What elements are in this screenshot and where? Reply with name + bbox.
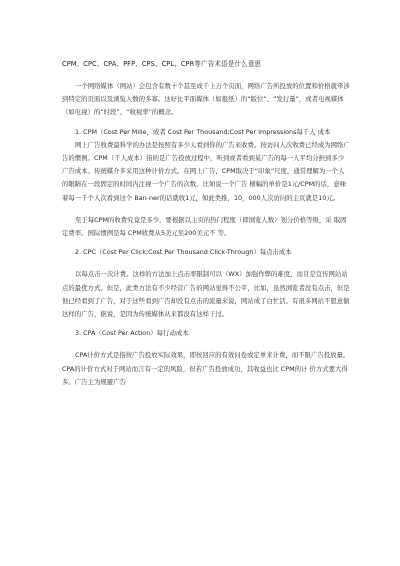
section-heading-cpm: 1. CPM（Cost Per Mille，或者 Cost Per Thousand;Cost Per Impressions每千人 成本 — [75, 127, 331, 136]
paragraph-intro: 一个网络媒体（网站）会包含有数十个甚至成千上万个页面，网络广告所投放的位置和价格就牵涉到特定的页面以及浏览人数的多寡。这好比平面媒体（如报纸）的“版位”、“发行量”，或者电视媒体（如电视）的“时段”、“收视率”的概念。 — [62, 82, 350, 117]
paragraph-cpm-pricing: 至于每CPM的收费究竟是多少，要根据以主页的热门程度（即浏览人数）划分价格等级，采 取固定费率。国际惯例是每 CPM收费从5美元至200美元不 等。 — [62, 215, 347, 238]
document-body — [62, 80, 350, 389]
section-heading-cpa: 3. CPA（Cost Per Action）每行动成本 — [75, 329, 189, 338]
paragraph-cpm-description: 网上广告收费最科学的办法是按照有多少人看到你的广告来收费。按访问人次收费已经成为网络广告的惯例。CPM（千人成本）指的是广告投放过程中，听到或者看到某广告的每一人平均分担到多少广告成本。传统媒介多采用这种计价方式。在网上广告，CPM取决于“印象”尺度，通常理解为一个人的眼睛在一段固定的时间内注视一个广告的次数。比如说一个广告 横幅的单价是1元/CPM的话，意味着每一千个人次看到这个 Ban-ner的话就收1元，如此类推，10，000人次访问的主页就是10元。 — [62, 140, 350, 202]
document-title: CPM、CPC、CPA、PFP、CPS、CPL、CPR等广告术语是什么意思 — [62, 60, 262, 68]
section-heading-cpc: 2. CPC（Cost Per Click;Cost Per Thousand Click-Through）每点击成本 — [75, 248, 292, 257]
paragraph-cpc-description: 以每点击一次计费。这样的方法加上点击率限制可以（WX）加强作弊的难度，而且是宣传网站站点的最优方式。但是，此类方法有不少经营广告的网站觉得不公平，比如，虽然浏览者没有点击，但是他已经看到了广告，对于这些看到广告却没有点击的流量来说，网站成了白忙活。有很多网站不愿意做这样的广告，据说，是因为传统媒体从来都没有这样干过。 — [62, 270, 350, 319]
paragraph-cpa-description: CPA计价方式是指按广告投放实际效果，即按回应的有效问卷或定单来计费，而不限广告投放量。CPA的计价方式对于网站而言有一定的风险，但若广告投放成功，其收益也比 CPM的计 价方式要大得多。广告主为规避广告 — [62, 351, 350, 386]
